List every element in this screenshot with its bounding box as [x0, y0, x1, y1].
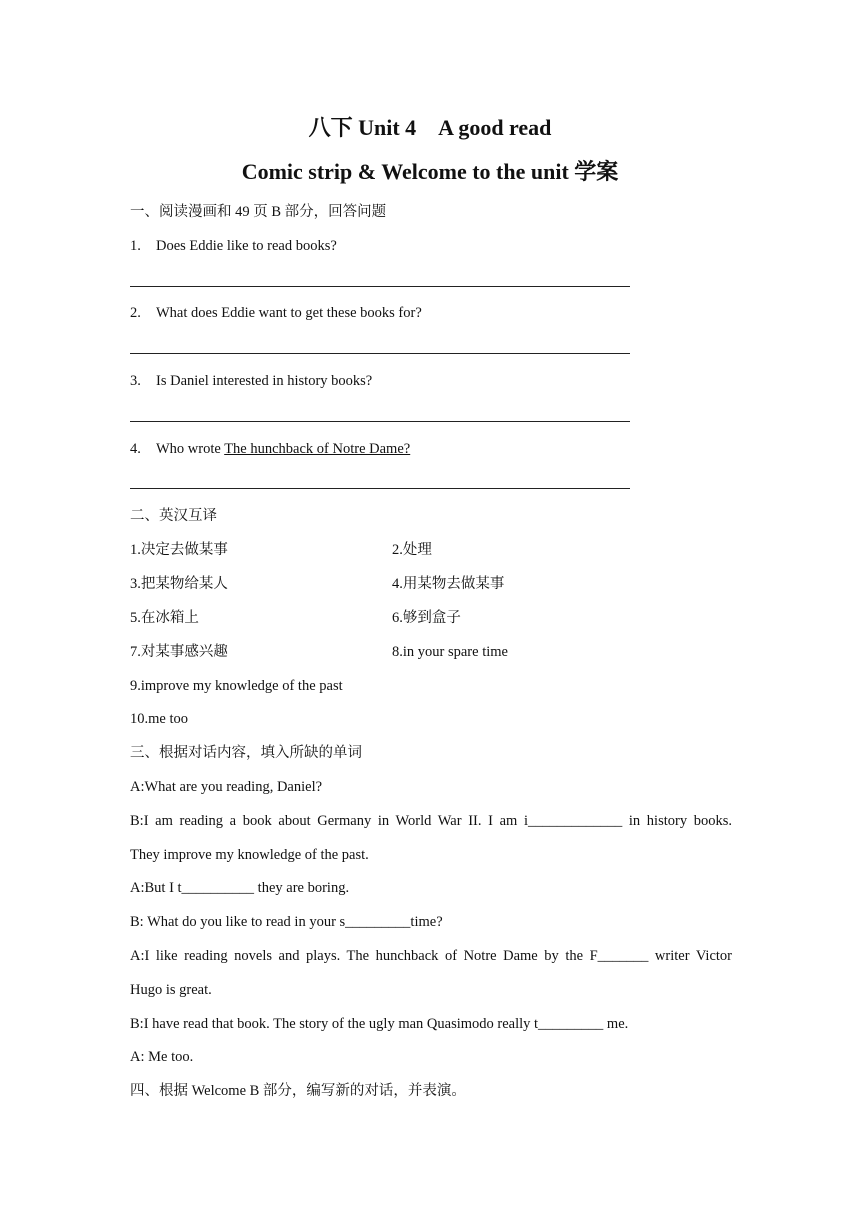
question-text: Does Eddie like to read books?: [156, 238, 337, 254]
dialogue-line: A:I like reading novels and plays. The hunchback of Notre Dame by the F_______ writer Victor: [130, 948, 732, 964]
translate-item: 1.决定去做某事: [130, 542, 228, 558]
translate-item: 6.够到盒子: [392, 610, 461, 626]
section4-heading: 四、根据 Welcome B 部分，编写新的对话，并表演。: [130, 1083, 466, 1099]
translate-item: 10.me too: [130, 711, 188, 727]
question-1: [130, 237, 337, 255]
translate-item: 3.把某物给某人: [130, 576, 228, 592]
section3-heading: 三、根据对话内容，填入所缺的单词: [130, 745, 362, 761]
question-text: Who wrote: [156, 441, 225, 457]
book-title: The hunchback of Notre Dame?: [224, 441, 411, 457]
section1-heading: 一、阅读漫画和 49 页 B 部分，回答问题: [130, 204, 387, 220]
dialogue-line: B:I have read that book. The story of the ugly man Quasimodo really t_________ me.: [130, 1016, 629, 1032]
dialogue-line: B: What do you like to read in your s_________time?: [130, 914, 443, 930]
answer-line-2[interactable]: [130, 353, 630, 354]
dialogue-line: They improve my knowledge of the past.: [130, 847, 369, 863]
dialogue-line: A:But I t__________ they are boring.: [130, 880, 350, 896]
question-number: 3.: [130, 373, 141, 389]
translate-item: 5.在冰箱上: [130, 610, 199, 626]
dialogue-line: A:What are you reading, Daniel?: [130, 779, 323, 795]
translate-item: 7.对某事感兴趣: [130, 644, 228, 660]
question-4: [130, 440, 410, 458]
translate-item: 8.in your spare time: [392, 644, 508, 660]
question-text: What does Eddie want to get these books for?: [156, 305, 422, 321]
translate-item: 2.处理: [392, 542, 432, 558]
question-text: Is Daniel interested in history books?: [156, 373, 373, 389]
answer-line-4[interactable]: [130, 488, 630, 489]
answer-line-3[interactable]: [130, 421, 630, 422]
question-number: 4.: [130, 441, 141, 457]
question-number: 2.: [130, 305, 141, 321]
translate-item: 4.用某物去做某事: [392, 576, 505, 592]
page-title: 八下 Unit 4 A good read: [308, 115, 552, 140]
dialogue-line: B:I am reading a book about Germany in World War II. I am i_____________ in history books.: [130, 813, 732, 829]
question-3: [130, 372, 372, 390]
dialogue-line: Hugo is great.: [130, 982, 212, 998]
page-subtitle: Comic strip & Welcome to the unit 学案: [241, 159, 619, 184]
answer-line-1[interactable]: [130, 286, 630, 287]
translate-item: 9.improve my knowledge of the past: [130, 678, 343, 694]
question-2: [130, 304, 422, 322]
question-number: 1.: [130, 238, 141, 254]
section2-heading: 二、英汉互译: [130, 508, 217, 524]
dialogue-line: A: Me too.: [130, 1049, 194, 1065]
